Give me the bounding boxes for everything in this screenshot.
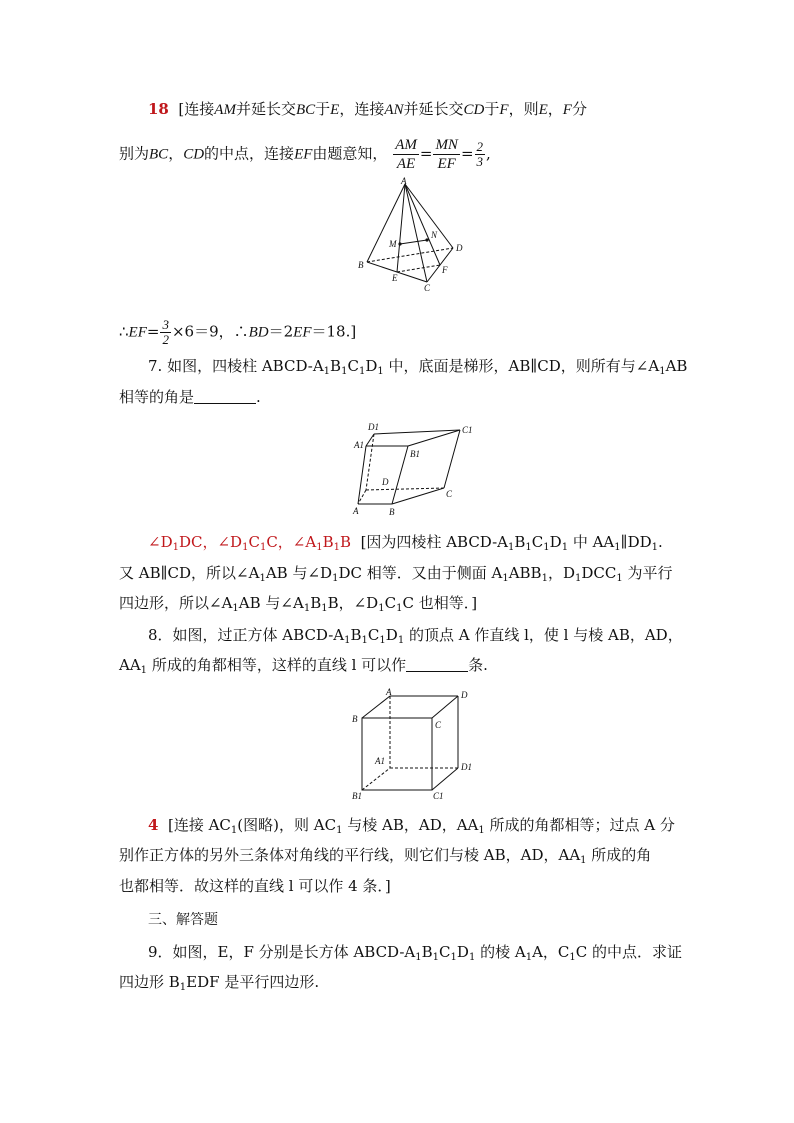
p6-text: ∴	[119, 322, 129, 341]
q7-answer-text: B	[340, 533, 352, 551]
p6-text: EF	[294, 146, 313, 163]
q9-text: EDF 是平行四边形.	[186, 973, 320, 991]
sub: 1	[333, 542, 340, 553]
fig-label: D	[456, 243, 463, 253]
q7-text: .	[658, 533, 663, 551]
p6-text: F	[499, 102, 509, 118]
fig-label: C	[435, 720, 442, 730]
sub: 1	[341, 366, 348, 377]
p6-text: E	[330, 102, 340, 118]
q7-text: .	[256, 388, 261, 406]
q7-text: 又 AB∥CD，所以∠A	[119, 564, 260, 582]
fig-label: C1	[433, 791, 444, 801]
sub: 1	[432, 952, 440, 963]
q7-text: 为平行	[622, 564, 673, 582]
q7-text: ABB	[508, 564, 542, 582]
q7-answer-text: ∠D	[148, 533, 173, 551]
fraction-2-3	[475, 140, 486, 169]
sub: 1	[574, 573, 582, 584]
q8-text: 8．如图，过正方体 ABCD-A	[148, 626, 345, 644]
frac-num: 3	[162, 317, 169, 332]
frac-den: 3	[476, 154, 484, 169]
p6-text: 并延长交	[403, 100, 464, 118]
p6-text: ×6＝9，∴	[171, 322, 249, 341]
q9-text: B	[421, 943, 433, 961]
cube-figure	[350, 688, 480, 802]
sub: 1	[651, 542, 658, 553]
sub: 1	[140, 665, 148, 676]
fig-label: A	[401, 176, 407, 186]
p6-text: 并延长交	[235, 100, 296, 118]
sub: 1	[478, 825, 485, 836]
frac-num: MN	[435, 137, 458, 153]
sub: 1	[659, 366, 666, 377]
sub: 1	[242, 542, 249, 553]
q7-text: C	[347, 357, 359, 375]
sub: 1	[616, 573, 623, 584]
p6-line-2	[119, 136, 491, 173]
sub: 1	[361, 635, 368, 646]
p6-text: [连接	[178, 100, 215, 118]
q7-answer-line-3	[119, 593, 477, 613]
q8-text: B	[350, 626, 362, 644]
sub: 1	[259, 573, 266, 584]
frac-den: 2	[162, 332, 169, 347]
q7-answer-text: C，∠A	[266, 533, 317, 551]
fig-label: D	[461, 690, 468, 700]
p6-text: ＝2	[268, 322, 294, 341]
p6-text: E	[538, 102, 548, 118]
q8-text: AA	[119, 656, 141, 674]
p6-text: 于	[484, 100, 500, 118]
sub: 1	[397, 635, 405, 646]
p6-text: ＝18.]	[311, 322, 357, 341]
q9-text: A，C	[532, 943, 570, 961]
p6-text: =	[460, 144, 474, 163]
q7-answer-line-2	[119, 563, 673, 583]
sub: 1	[508, 542, 515, 553]
p6-text: CD	[183, 146, 205, 163]
q7-line-1	[148, 356, 687, 376]
q7-text: D	[549, 533, 562, 551]
p6-text: EF	[128, 324, 147, 341]
p6-text: ，则	[508, 100, 539, 118]
p6-text: 由题意知，	[312, 144, 388, 163]
q8-text: C	[367, 626, 380, 644]
fraction-mn-ef	[433, 136, 460, 173]
fig-label: D	[382, 477, 389, 487]
sub: 1	[541, 573, 548, 584]
fig-label: C	[424, 283, 431, 292]
sub: 1	[415, 952, 422, 963]
q7-text: B	[330, 357, 342, 375]
q8-text: 所成的角都相等，这样的直线 l 可以作	[147, 656, 407, 674]
fig-label: D1	[461, 762, 472, 772]
q8-text: 的顶点 A 作直线 l，使 l 与棱 AB，AD，	[404, 626, 683, 644]
prism-figure	[348, 418, 478, 518]
q8-text: [连接 AC	[167, 816, 231, 834]
fig-label: B	[352, 714, 358, 724]
q7-answer-line-1	[148, 532, 663, 552]
q8-line-2	[119, 655, 488, 675]
q7-answer-text: DC，∠D	[178, 533, 243, 551]
q7-text: C	[531, 533, 544, 551]
q8-answer-line-2	[119, 845, 651, 865]
fig-label: C1	[462, 425, 473, 435]
fig-label: D1	[368, 422, 379, 432]
q7-text: AB 与∠A	[238, 594, 304, 612]
pyramid-figure	[355, 176, 470, 292]
p6-text: AM	[214, 102, 236, 118]
q7-text: 相等的角是	[119, 388, 195, 406]
q8-answer-line-1	[148, 815, 675, 835]
q7-text: DCC	[581, 564, 617, 582]
sub: 1	[230, 825, 238, 836]
p6-text: ，连接	[339, 100, 385, 118]
sub: 1	[379, 635, 386, 646]
p6-text: =	[146, 322, 160, 341]
sub: 1	[172, 542, 179, 553]
answer-blank	[406, 657, 468, 672]
fig-label: M	[389, 239, 397, 249]
q7-answer-text: C	[248, 533, 260, 551]
q8-text: 别作正方体的另外三条体对角线的平行线，则它们与棱 AB，AD，AA	[119, 846, 581, 864]
p6-text: EF	[293, 324, 312, 341]
answer-blank	[194, 389, 256, 404]
q7-text: C 也相等．]	[402, 594, 478, 612]
fig-label: B	[358, 260, 364, 270]
q9-text: 四边形 B	[119, 973, 180, 991]
q7-text: ∥DD	[620, 533, 652, 551]
q7-text: 中 AA	[568, 533, 615, 551]
section-heading: 三、解答题	[148, 912, 218, 928]
q8-text: 也都相等．故这样的直线 l 可以作 4 条．]	[119, 877, 391, 895]
q7-text: [因为四棱柱 ABCD-A	[360, 533, 509, 551]
q7-answer	[148, 533, 351, 551]
fig-label: A	[353, 506, 359, 516]
q7-line-2	[119, 387, 261, 407]
p6-text: ,	[486, 144, 491, 163]
q7-text: DC 相等．又由于侧面 A	[338, 564, 503, 582]
q9-text: 的棱 A	[475, 943, 526, 961]
sub: 1	[321, 603, 328, 614]
sub: 1	[378, 603, 385, 614]
p6-text: 于	[315, 100, 331, 118]
sub: 1	[179, 982, 187, 993]
q8-text: 所成的角都相等；过点 A 分	[484, 816, 675, 834]
q7-text: B，∠D	[327, 594, 379, 612]
p6-text: BD	[248, 324, 269, 341]
frac-num: 2	[476, 139, 484, 154]
frac-num: AM	[395, 137, 417, 153]
q9-text: 9．如图，E，F 分别是长方体 ABCD-A	[148, 943, 416, 961]
fig-label: N	[431, 230, 438, 240]
q9-text: C 的中点．求证	[575, 943, 682, 961]
sub: 1	[336, 825, 343, 836]
q7-text: B	[310, 594, 322, 612]
fraction-am-ae	[393, 136, 419, 173]
q9-line-2	[119, 972, 319, 992]
frac-den: EF	[437, 156, 456, 172]
sub: 1	[323, 366, 331, 377]
q9-text: C	[439, 943, 451, 961]
p6-text: F	[562, 102, 572, 118]
q9-text: D	[456, 943, 469, 961]
fig-label: E	[392, 273, 398, 283]
sub: 1	[316, 542, 323, 553]
sub: 1	[332, 573, 339, 584]
sub: 1	[502, 573, 509, 584]
sub: 1	[259, 542, 267, 553]
sub: 1	[358, 366, 366, 377]
p6-text: AN	[384, 102, 404, 118]
p6-line-3	[119, 318, 356, 347]
q8-text: 条.	[468, 656, 488, 674]
q8-text: (图略)，则 AC	[237, 816, 337, 834]
q8-text: 与棱 AB，AD，AA	[342, 816, 479, 834]
q8-text: 所成的角	[586, 846, 652, 864]
sub: 1	[377, 366, 384, 377]
q9-line-1	[148, 942, 682, 962]
sub: 1	[614, 542, 621, 553]
fig-label: B1	[410, 449, 420, 459]
q7-text: AB 与∠D	[265, 564, 333, 582]
q7-text: 四边形，所以∠A	[119, 594, 233, 612]
sub: 1	[525, 542, 532, 553]
q7-text: 7. 如图，四棱柱 ABCD-A	[148, 357, 324, 375]
p6-text: 的中点，连接	[204, 144, 295, 163]
sub: 1	[396, 603, 403, 614]
fig-label: A	[386, 688, 392, 697]
fig-label: A1	[354, 440, 364, 450]
q7-text: 中，底面是梯形，AB∥CD，则所有与∠A	[383, 357, 660, 375]
sub: 1	[344, 635, 351, 646]
sub: 1	[468, 952, 476, 963]
sub: 1	[569, 952, 576, 963]
p6-line-1	[148, 99, 587, 120]
p6-text: ，	[547, 100, 563, 118]
q7-text: D	[365, 357, 378, 375]
fig-label: C	[446, 489, 453, 499]
p6-text: 别为	[119, 144, 150, 163]
q7-text: AB	[665, 357, 688, 375]
q8-answer: 4	[148, 816, 159, 834]
q8-answer-line-3	[119, 876, 391, 896]
fig-label: F	[442, 265, 448, 275]
frac-den: AE	[396, 156, 416, 172]
q8-text: D	[385, 626, 398, 644]
sub: 1	[580, 855, 587, 866]
sub: 1	[232, 603, 239, 614]
p6-text: 分	[571, 100, 587, 118]
q7-text: C	[384, 594, 397, 612]
p6-text: =	[419, 144, 433, 163]
fig-label: B1	[352, 791, 362, 801]
fig-label: B	[389, 507, 395, 517]
q7-text: B	[514, 533, 526, 551]
sub: 1	[525, 952, 533, 963]
fig-label: A1	[375, 756, 385, 766]
p6-text: ，	[168, 144, 184, 163]
p6-text: BC	[149, 146, 169, 163]
sub: 1	[303, 603, 311, 614]
p6-text: CD	[463, 102, 485, 118]
sub: 1	[543, 542, 550, 553]
q7-text: ，D	[547, 564, 575, 582]
q7-answer-text: B	[322, 533, 334, 551]
fraction-3-2	[160, 318, 171, 347]
sub: 1	[561, 542, 569, 553]
p6-text: BC	[295, 102, 316, 118]
q8-line-1	[148, 625, 683, 645]
p6-answer: 18	[148, 100, 169, 118]
sub: 1	[450, 952, 457, 963]
